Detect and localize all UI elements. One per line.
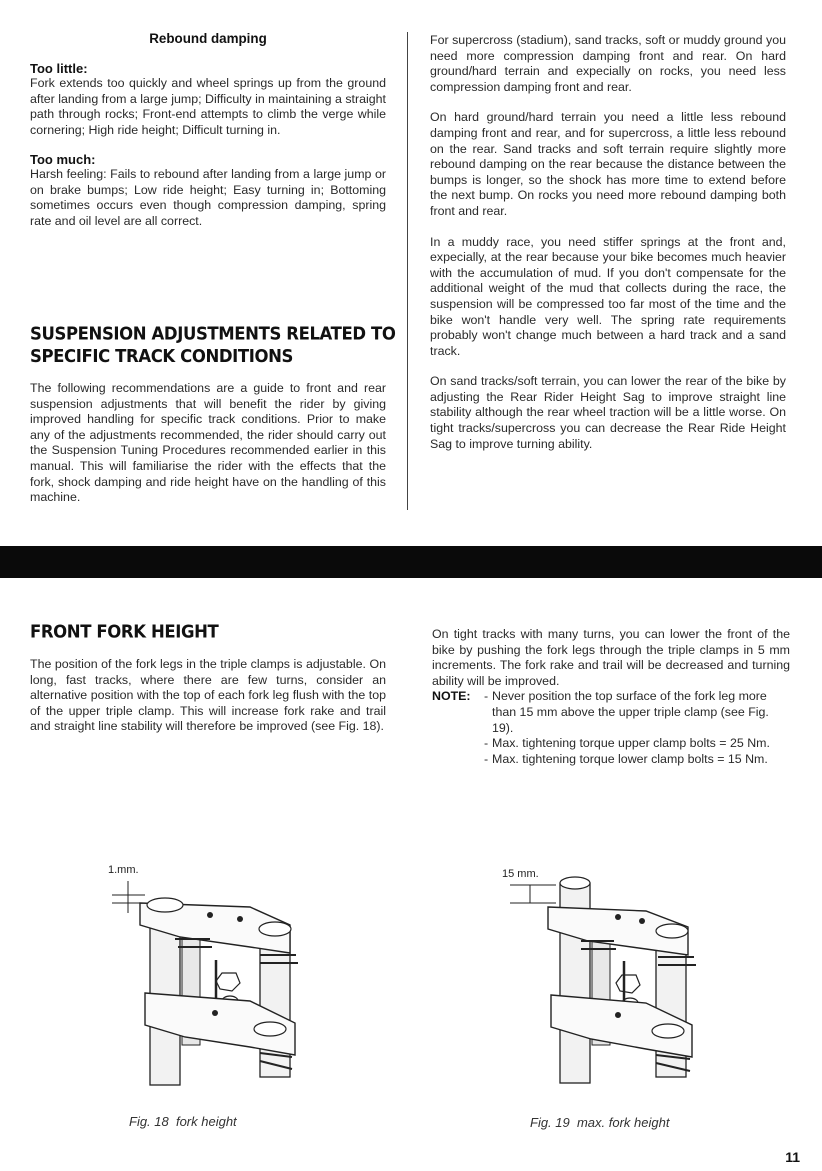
section-separator-bar bbox=[0, 546, 822, 578]
too-much-text: Harsh feeling: Fails to rebound after landing from a large jump or on brake bumps; Low ride height; Easy turning in; Bottoming sometimes occurs even though compression damping, spring rate and oil level are all correct. bbox=[30, 167, 386, 228]
note-item: - Max. tightening torque lower clamp bolts = 15 Nm. bbox=[484, 751, 768, 766]
front-fork-right-section bbox=[432, 627, 790, 767]
fig18-dimension-label: 1.mm. bbox=[108, 864, 139, 876]
track-paragraph-4: On sand tracks/soft terrain, you can lower the rear of the bike by adjusting the Rear Rider Height Sag to improve straight line stability although the rear wheel traction will be a little worse. On tight tracks/supercross you can decrease the Rear Ride Height Sag to improve turning ability. bbox=[430, 374, 786, 451]
track-conditions-section bbox=[430, 33, 786, 452]
too-much-label: Too much: bbox=[30, 151, 96, 167]
suspension-title-line1: SUSPENSION ADJUSTMENTS RELATED TO bbox=[30, 323, 396, 344]
column-divider bbox=[407, 32, 408, 510]
fig18-caption: Fig. 18 fork height bbox=[129, 1114, 237, 1129]
suspension-intro-text: The following recommendations are a guide to front and rear suspension adjustments that will benefit the rider by giving improved handling for specific track conditions. Prior to make any of the adjustments recommended, the rider should carry out the Suspension Tuning Procedures recommended earlier in this manual. This will familiarise the rider with the effects that the fork, shock damping and ride height have on the handling of this machine. bbox=[30, 381, 386, 505]
track-paragraph-1: For supercross (stadium), sand tracks, soft or muddy ground you need more compression damping front and rear. On hard ground/hard terrain and expecially on rocks, you need less compression damping front and rear. bbox=[430, 33, 786, 94]
front-fork-height-title: FRONT FORK HEIGHT bbox=[30, 621, 219, 642]
suspension-title-line2: SPECIFIC TRACK CONDITIONS bbox=[30, 345, 294, 367]
front-fork-text-section bbox=[30, 657, 386, 735]
note-item: - Max. tightening torque upper clamp bolts = 25 Nm. bbox=[484, 736, 770, 751]
note-item: - Never position the top surface of the fork leg more than 15 mm above the upper triple clamp (see Fig. 19). bbox=[484, 689, 769, 735]
suspension-adjustments-title bbox=[30, 322, 396, 367]
note-label: NOTE: bbox=[432, 689, 471, 704]
front-fork-text: The position of the fork legs in the triple clamps is adjustable. On long, fast tracks, where there are few turns, consider an alternative position with the top of each fork leg flush with the top of the upper triple clamp. This will increase fork rake and trail and straight line stability will therefore be improved (see Fig. 18). bbox=[30, 657, 386, 734]
rebound-damping-title: Rebound damping bbox=[149, 31, 267, 46]
track-paragraph-3: In a muddy race, you need stiffer springs at the front and, expecially, at the rear because your bike becomes much heavier with the accumulation of mud. If you don't compensate for the additional weight of the mud that collects during the race, the suspension will be compressed too far most of the time and the bike won't handle very well. The spring rate requirements probably won't change much between a hard track and a sand track. bbox=[430, 234, 786, 358]
fig19-dimension-label: 15 mm. bbox=[502, 868, 539, 880]
suspension-intro-section bbox=[30, 381, 386, 506]
note-list bbox=[484, 689, 790, 767]
page-number: 11 bbox=[785, 1149, 800, 1165]
fig19-max-fork-height-illustration bbox=[496, 855, 716, 1095]
tight-tracks-text: On tight tracks with many turns, you can lower the front of the bike by pushing the fork legs through the triple clamps in 5 mm increments. The fork rake and trail will be decreased and turning ability will be improved. bbox=[432, 627, 790, 688]
too-little-text: Fork extends too quickly and wheel springs up from the ground after landing from a large jump; Difficulty in maintaining a straight path through rocks; Front-end attempts to climb the verge while cornering; High ride height; Difficult turning in. bbox=[30, 76, 386, 137]
note-block bbox=[432, 689, 790, 767]
rebound-damping-section bbox=[30, 31, 386, 230]
fig18-fork-height-illustration bbox=[100, 855, 320, 1095]
too-little-label: Too little: bbox=[30, 60, 88, 76]
fig19-caption: Fig. 19 max. fork height bbox=[530, 1115, 670, 1130]
track-paragraph-2: On hard ground/hard terrain you need a little less rebound damping front and rear, and for supercross, a little less rebound on the rear. Sand tracks and soft terrain require slightly more rebound damping on the rear because the distance between the bumps is longer, so the shock has more time to extend before the next bump. On rocks you need more rebound damping both front and rear. bbox=[430, 110, 786, 218]
